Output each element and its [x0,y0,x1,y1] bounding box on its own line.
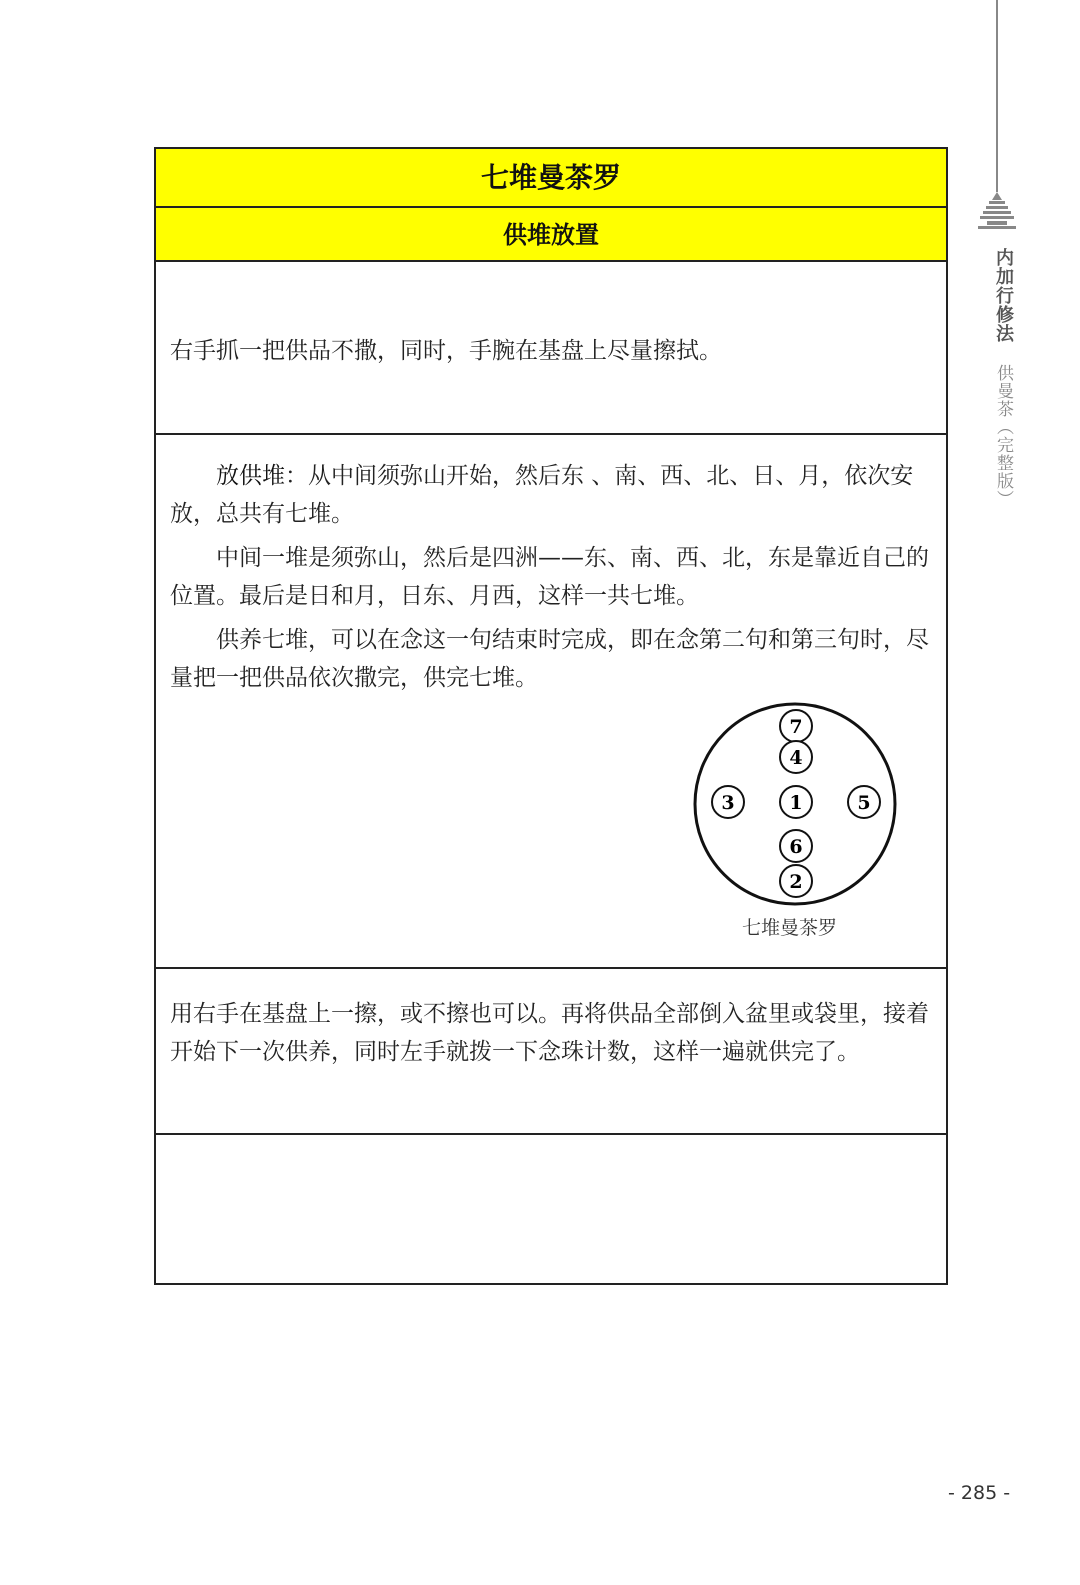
side-subtitle: 供曼茶（完整版） [993,364,1013,508]
side-title: 内加行修法 [993,248,1014,343]
table-title: 七堆曼茶罗 [156,149,946,206]
placement-text [156,435,946,697]
row-finish [156,967,946,1133]
row-wipe [156,260,946,433]
row-empty [156,1133,946,1283]
margin-line [996,0,998,182]
heap-1 [780,786,812,818]
heap-2 [780,865,812,897]
table-subtitle: 供堆放置 [156,206,946,260]
mandala-diagram [690,699,900,909]
pagoda-icon [977,180,1017,240]
placement-paragraph-2: 中间一堆是须弥山，然后是四洲——东、南、西、北，东是靠近自己的位置。最后是日和月，日东、月西，这样一共七堆。 [170,545,929,609]
heap-5-label: 5 [857,792,871,814]
row-wipe-text: 右手抓一把供品不撒，同时，手腕在基盘上尽量擦拭。 [170,338,722,364]
page-number: - 285 - [948,1482,1011,1504]
heap-3-label: 3 [721,792,735,814]
placement-p1-rest: ：从中间须弥山开始，然后东 、南、西、北、日、月，依次安放，总共有七堆。 [170,463,914,527]
heap-7 [780,710,812,742]
heap-5 [848,786,880,818]
diagram-caption: 七堆曼茶罗 [742,917,838,939]
heap-4-label: 4 [789,747,803,769]
instruction-table [154,147,948,1285]
placement-paragraph-3: 供养七堆，可以在念这一句结束时完成，即在念第二句和第三句时，尽量把一把供品依次撒完，供完七堆。 [170,627,929,691]
heap-1-label: 1 [789,792,803,814]
heap-7-label: 7 [789,716,803,738]
heap-3 [712,786,744,818]
row-placement [156,433,946,967]
heap-4 [780,741,812,773]
heap-2-label: 2 [789,871,803,893]
placement-lead: 放供堆 [216,463,285,489]
placement-paragraph-1 [170,457,938,533]
heap-6 [780,830,812,862]
heap-6-label: 6 [789,836,803,858]
row-finish-text: 用右手在基盘上一擦，或不擦也可以。再将供品全部倒入盆里或袋里，接着开始下一次供养，同时左手就拨一下念珠计数，这样一遍就供完了。 [170,1001,929,1065]
